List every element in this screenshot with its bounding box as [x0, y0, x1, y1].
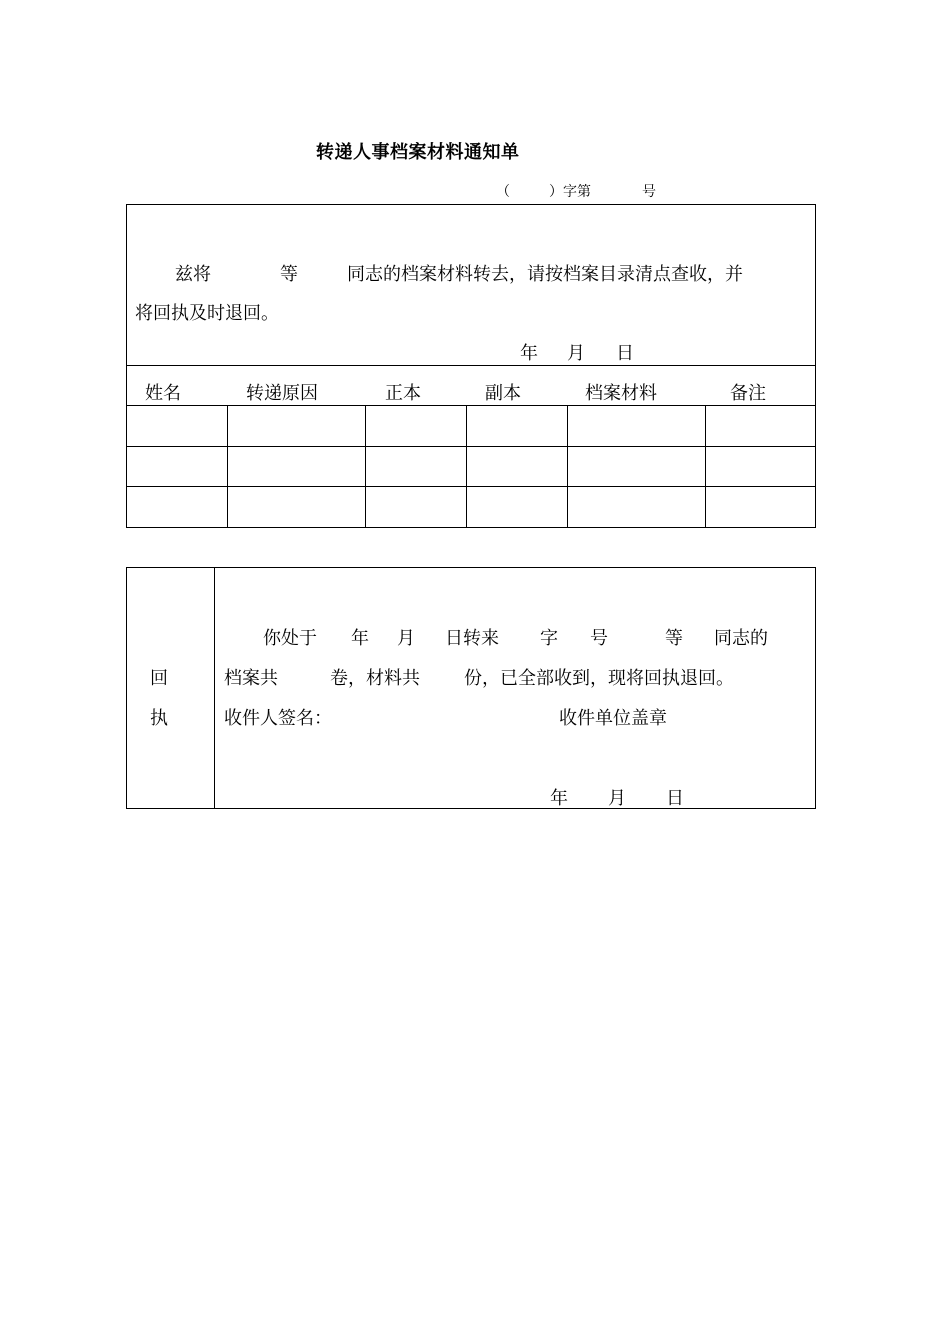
table-top-border — [127, 365, 815, 366]
table-column-divider — [466, 406, 467, 527]
receipt-juan-cailiao-gong: 卷，材料共 — [330, 668, 420, 689]
table-column-divider — [705, 406, 706, 527]
table-header-bottom-border — [127, 405, 815, 406]
receipt-column-divider — [214, 568, 215, 808]
receipt-dang-an-gong: 档案共 — [224, 668, 278, 689]
table-header-remarks: 备注 — [730, 383, 766, 404]
notice-form-box — [126, 204, 816, 528]
receipt-year: 年 — [351, 628, 369, 649]
table-column-divider — [567, 406, 568, 527]
receipt-label-hui: 回 — [150, 668, 168, 689]
receipt-deng: 等 — [665, 628, 683, 649]
notice-line2: 将回执及时退回。 — [135, 303, 279, 324]
notice-deng: 等 — [280, 264, 298, 285]
receipt-hao: 号 — [590, 628, 608, 649]
receipt-ni-chu-yu: 你处于 — [263, 628, 317, 649]
receipt-month: 月 — [397, 628, 415, 649]
doc-number-hao: 号 — [642, 184, 656, 200]
receipt-signer-label: 收件人签名： — [224, 708, 332, 729]
table-row-divider — [127, 446, 815, 447]
table-row-divider — [127, 486, 815, 487]
table-header-copy: 副本 — [485, 383, 521, 404]
receipt-ri-zhuan-lai: 日转来 — [445, 628, 499, 649]
receipt-fen-rest: 份，已全部收到，现将回执退回。 — [464, 668, 734, 689]
table-header-materials: 档案材料 — [585, 383, 657, 404]
table-column-divider — [227, 406, 228, 527]
notice-date-day: 日 — [616, 343, 634, 364]
table-header-name: 姓名 — [145, 383, 181, 404]
receipt-label-zhi: 执 — [150, 708, 168, 729]
table-header-original: 正本 — [385, 383, 421, 404]
receipt-box — [126, 567, 816, 809]
notice-date-month: 月 — [567, 343, 585, 364]
receipt-zi: 字 — [540, 628, 558, 649]
receipt-date-year: 年 — [550, 788, 568, 809]
receipt-stamp-label: 收件单位盖章 — [559, 708, 667, 729]
receipt-date-day: 日 — [666, 788, 684, 809]
receipt-tong-zhi-de: 同志的 — [714, 628, 768, 649]
table-column-divider — [365, 406, 366, 527]
doc-number-open-paren: （ — [496, 184, 510, 200]
notice-line1-rest: 同志的档案材料转去，请按档案目录清点查收，并 — [347, 264, 743, 285]
receipt-date-month: 月 — [608, 788, 626, 809]
form-title: 转递人事档案材料通知单 — [316, 142, 520, 163]
table-header-reason: 转递原因 — [246, 383, 318, 404]
notice-zi-jiang: 兹将 — [175, 264, 211, 285]
notice-date-year: 年 — [520, 343, 538, 364]
doc-number-zi-di: ）字第 — [549, 184, 591, 200]
